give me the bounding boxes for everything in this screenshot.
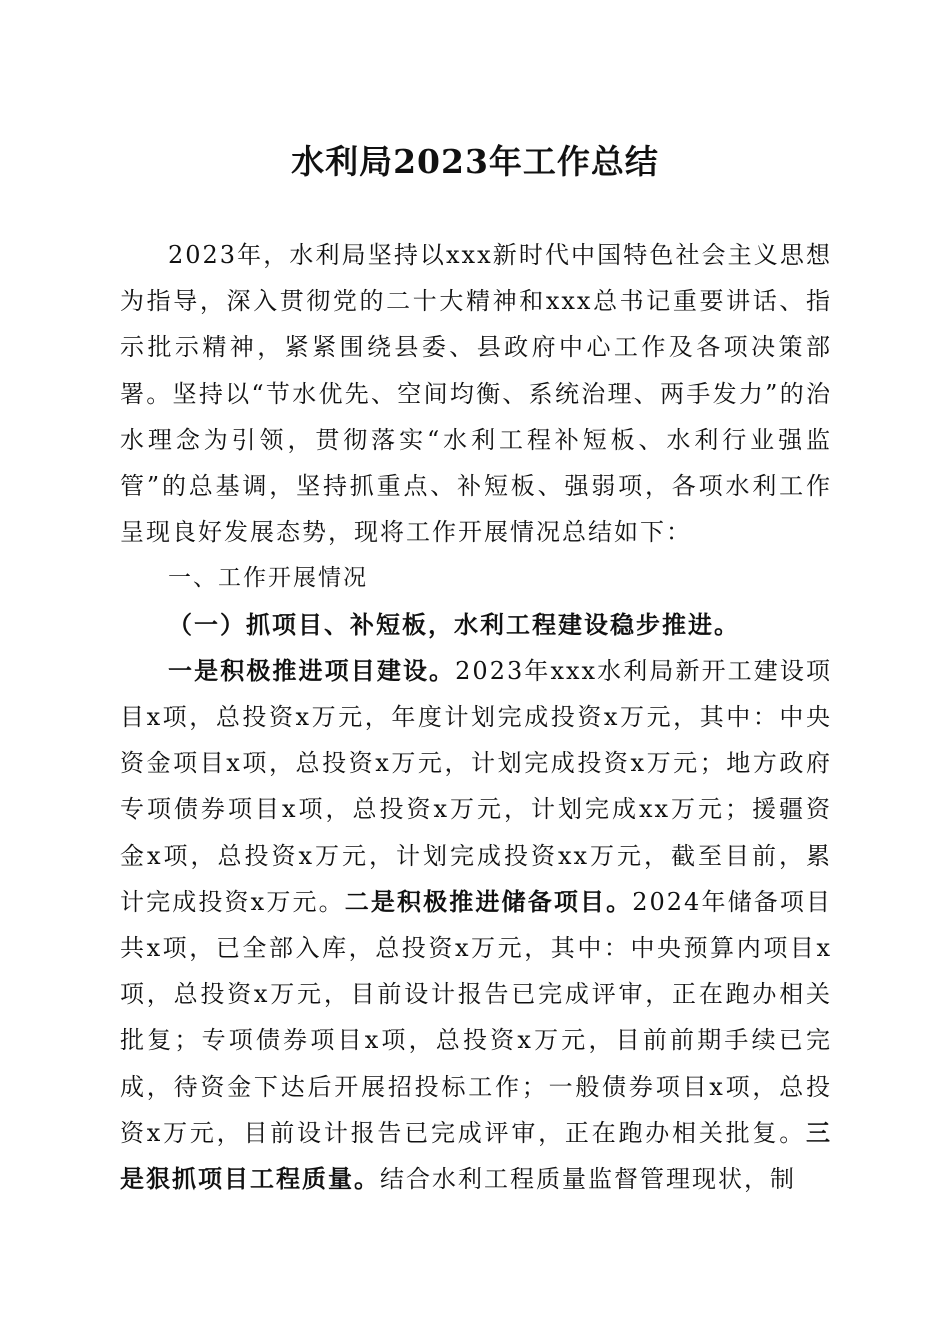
- intro-paragraph: 2023年，水利局坚持以xxx新时代中国特色社会主义思想为指导，深入贯彻党的二十大精神和xxx总书记重要讲话、指示批示精神，紧紧围绕县委、县政府中心工作及各项决策部署。坚持以“节水优先、空间均衡、系统治理、两手发力”的治水理念为引领，贯彻落实“水利工程补短板、水利行业强监管”的总基调，坚持抓重点、补短板、强弱项，各项水利工作呈现良好发展态势，现将工作开展情况总结如下：: [120, 241, 832, 547]
- paragraph-text-1: 2023年xxx水利局新开工建设项目x项，总投资x万元，年度计划完成投资x万元，其中：中央资金项目x项，总投资x万元，计划完成投资x万元；地方政府专项债券项目x项，总投资x万元，计划完成xx万元；援疆资金x项，总投资x万元，计划完成投资xx万元，截至目前，累计完成投资x万元。: [120, 656, 832, 916]
- lead-phrase-1: 一是积极推进项目建设。: [168, 655, 456, 685]
- document-title: 水利局2023年工作总结: [291, 142, 659, 181]
- document-body: [120, 232, 832, 1202]
- subsection-heading: （一）抓项目、补短板，水利工程建设稳步推进。: [168, 609, 740, 639]
- project-paragraph: [120, 648, 832, 1202]
- section-heading: 一、工作开展情况: [168, 565, 368, 592]
- paragraph-text-2: 2024年储备项目共x项，已全部入库，总投资x万元，其中：中央预算内项目x项，总投资x万元，目前设计报告已完成评审，正在跑办相关批复；专项债券项目x项，总投资x万元，目前前期手续已完成，待资金下达后开展招投标工作；一般债券项目x项，总投资x万元，目前设计报告已完成评审，正在跑办相关批复。: [120, 887, 832, 1147]
- lead-phrase-3: 三是狠抓项目工程质量。: [120, 1117, 832, 1194]
- lead-phrase-2: 二是积极推进储备项目。: [344, 886, 633, 916]
- paragraph-text-3: 结合水利工程质量监督管理现状，制: [380, 1165, 796, 1194]
